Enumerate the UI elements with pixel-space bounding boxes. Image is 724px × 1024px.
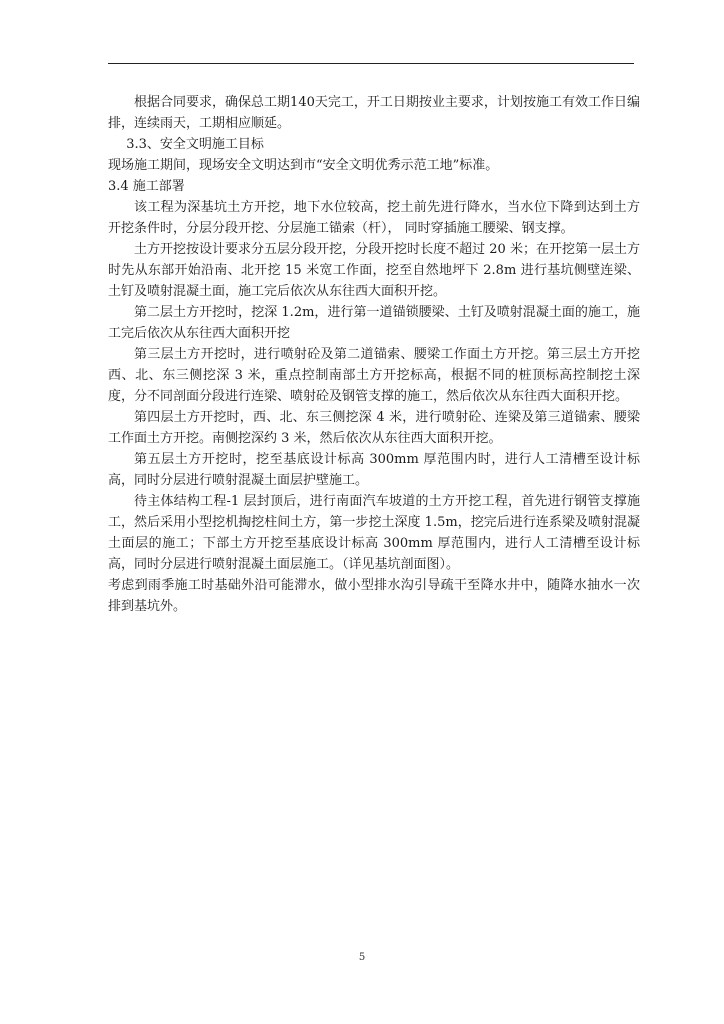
paragraph-layer-4: 第四层土方开挖时，西、北、东三侧挖深 4 米，进行喷射砼、连梁及第三道锚索、腰梁工作面土方开挖。南侧挖深约 3 米，然后依次从东往西大面积开挖。 <box>108 410 640 446</box>
paragraph-safety-target: 现场施工期间，现场安全文明达到市“安全文明优秀示范工地”标准。 <box>108 158 499 173</box>
paragraph-layer-3: 第三层土方开挖时，进行喷射砼及第二道锚索、腰梁工作面土方开挖。第三层土方开挖西、北、东三侧挖深 3 米，重点控制南部土方开挖标高，根据不同的桩顶标高控制挖土深度，分不同剖面分段进行连梁、喷射砼及钢管支撑的施工，然后依次从东往西大面积开挖。 <box>108 347 640 404</box>
section-heading-3-3: 3.3、安全文明施工目标 <box>126 137 264 152</box>
paragraph-schedule: 根据合同要求，确保总工期140天完工，开工日期按业主要求，计划按施工有效工作日编排，连续雨天，工期相应顺延。 <box>108 95 640 131</box>
paragraph-layer-1: 土方开挖按设计要求分五层分段开挖，分段开挖时长度不超过 20 米；在开挖第一层土方时先从东部开始沿南、北开挖 15 米宽工作面，挖至自然地坪下 2.8m 进行基坑侧壁连梁、土钉及喷射混凝土面，施工完后依次从东往西大面积开挖。 <box>108 242 640 299</box>
document-body <box>108 92 640 617</box>
page-number: 5 <box>358 952 366 963</box>
section-heading-3-4: 3.4 施工部署 <box>108 179 185 194</box>
header-rule <box>108 63 634 64</box>
paragraph-deployment-intro: 该工程为深基坑土方开挖，地下水位较高，挖土前先进行降水，当水位下降到达到土方开挖条件时，分层分段开挖、分层施工锚索（杆）， 同时穿插施工腰梁、钢支撑。 <box>108 200 640 236</box>
paragraph-rainy-season: 考虑到雨季施工时基础外沿可能滞水，做小型排水沟引导疏干至降水井中，随降水抽水一次排到基坑外。 <box>108 578 640 614</box>
paragraph-layer-5: 第五层土方开挖时，挖至基底设计标高 300mm 厚范围内时，进行人工清槽至设计标高，同时分层进行喷射混凝土面层护壁施工。 <box>108 452 640 488</box>
paragraph-ramp-excavation: 待主体结构工程-1 层封顶后，进行南面汽车坡道的土方开挖工程，首先进行钢管支撑施工，然后采用小型挖机掏挖柱间土方，第一步挖土深度 1.5m，挖完后进行连系梁及喷射混凝土面层的施工；下部土方开挖至基底设计标高 300mm 厚范围内，进行人工清槽至设计标高，同时分层进行喷射混凝土面层施工。（详见基坑剖面图）。 <box>108 494 640 572</box>
paragraph-layer-2: 第二层土方开挖时，挖深 1.2m，进行第一道锚锁腰梁、土钉及喷射混凝土面的施工，施工完后依次从东往西大面积开挖 <box>108 305 640 341</box>
